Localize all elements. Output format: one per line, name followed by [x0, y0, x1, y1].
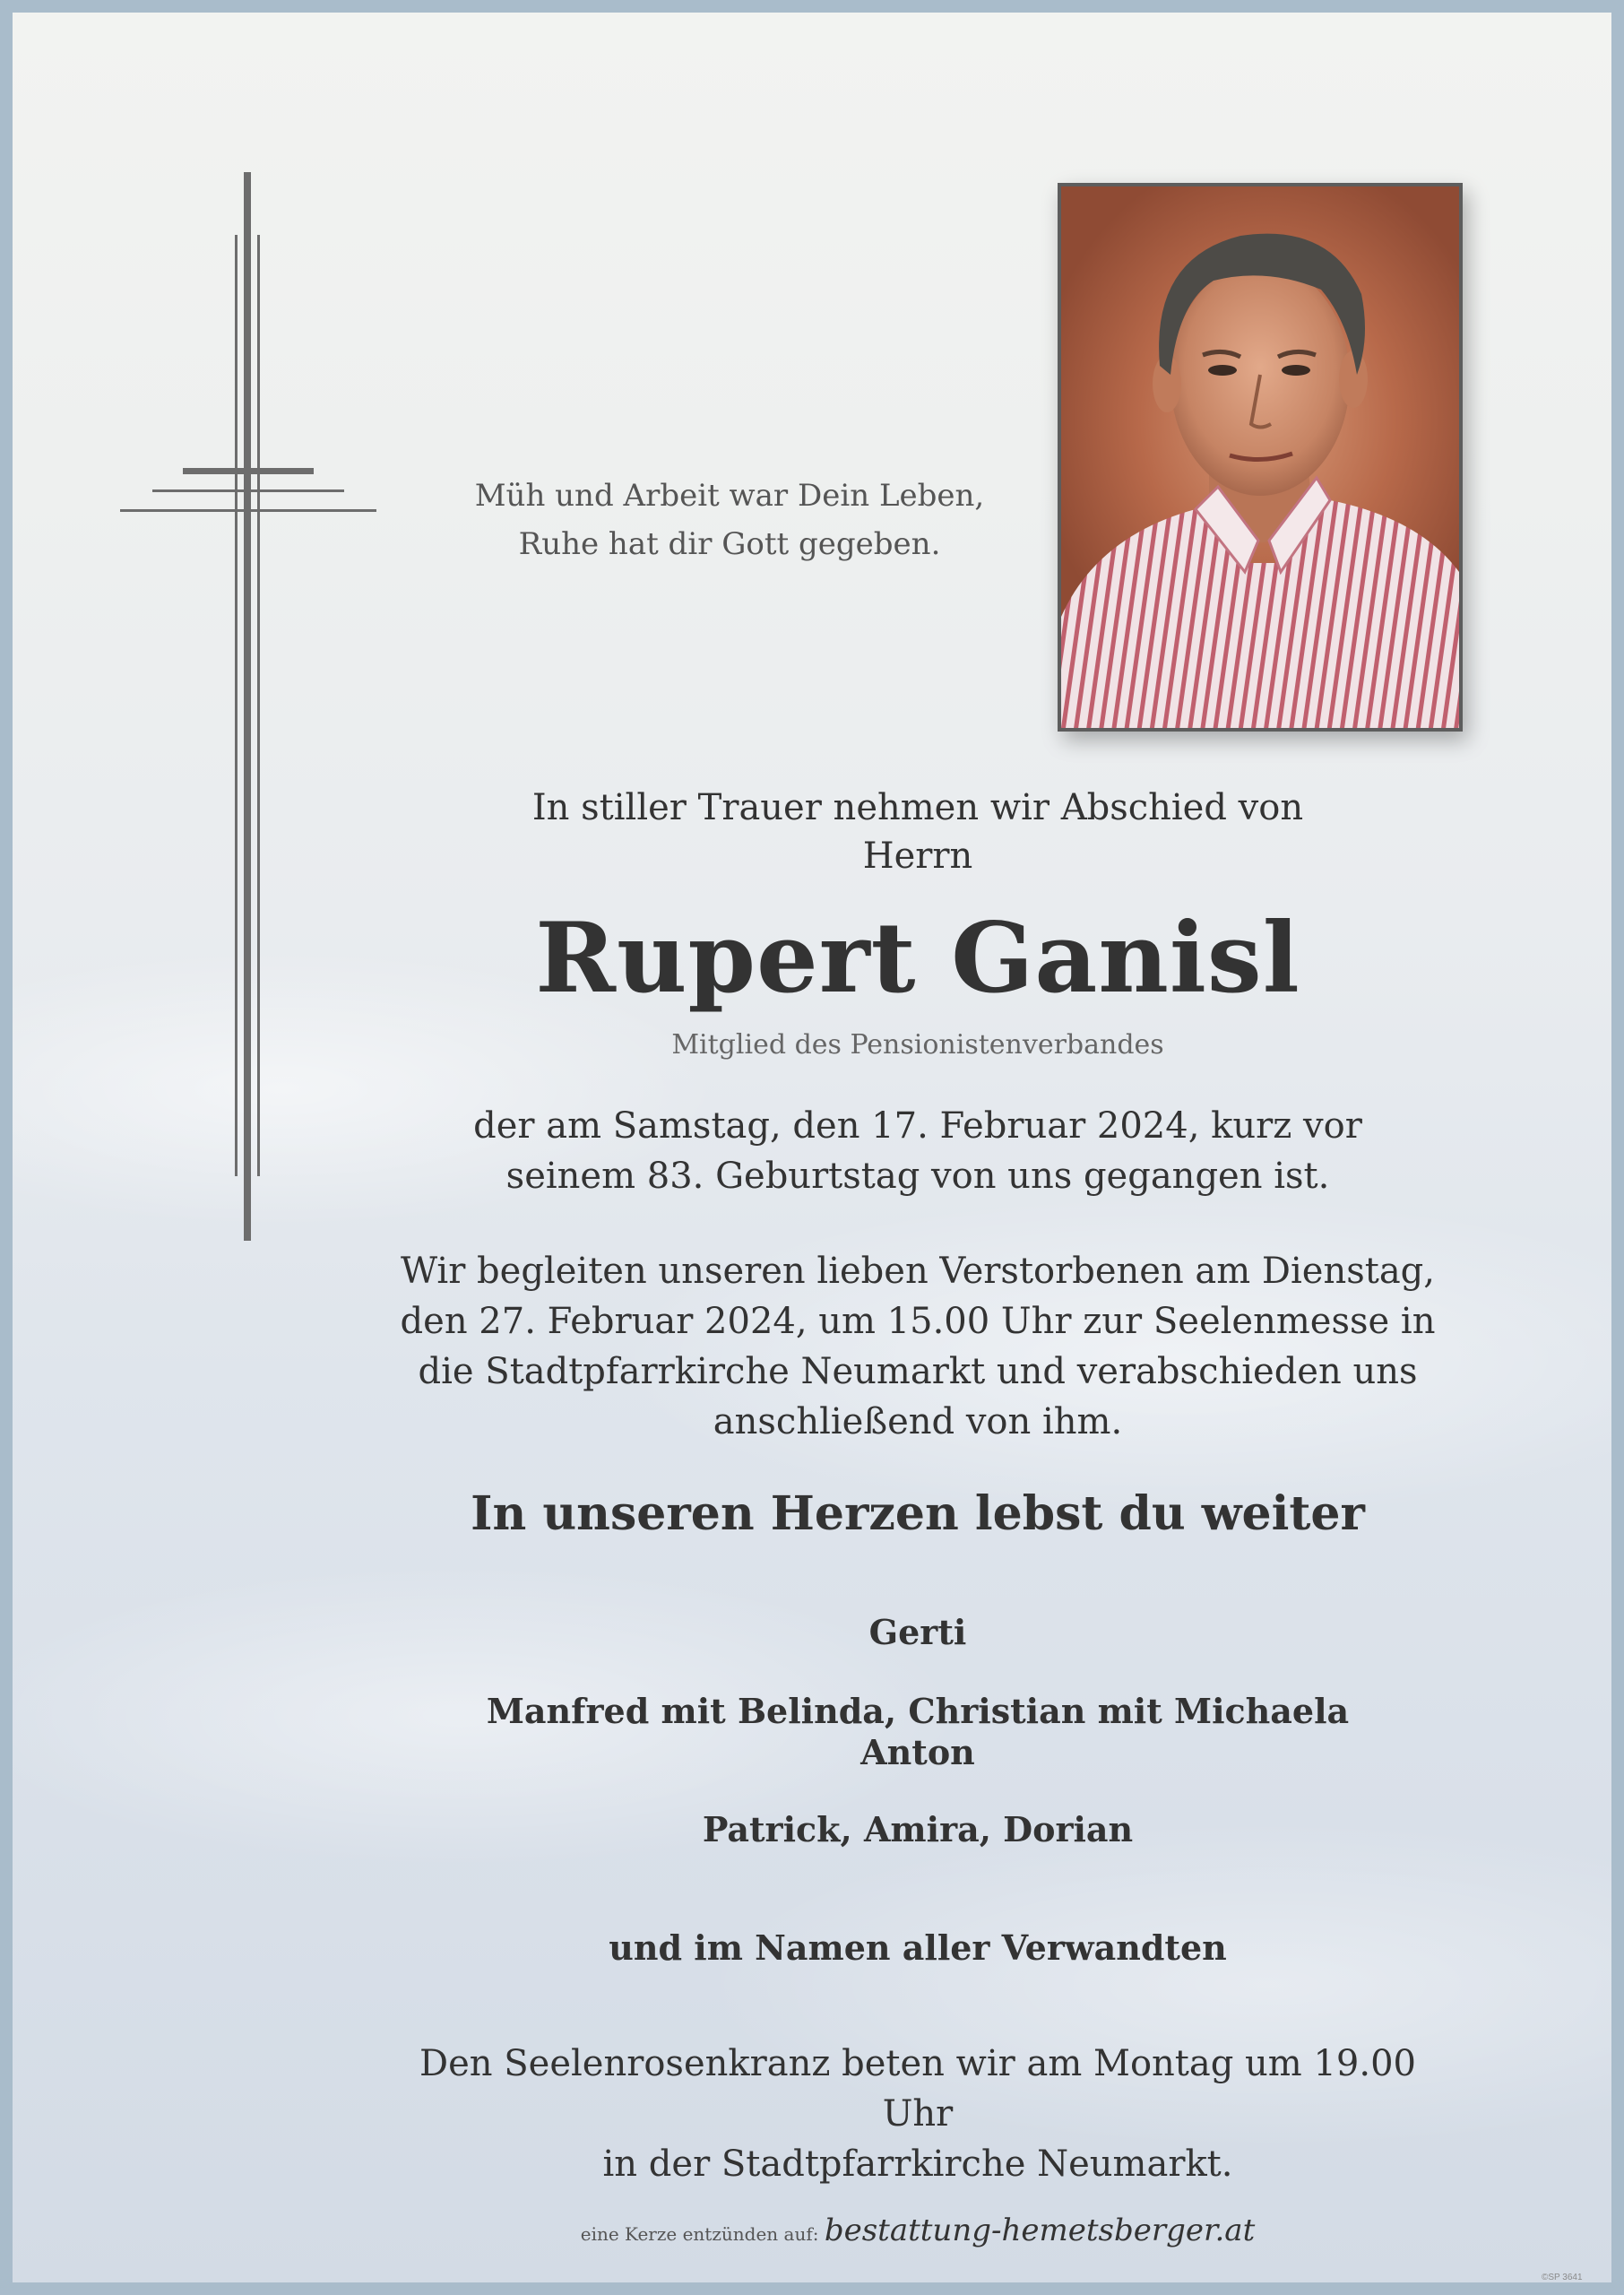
mourner-relatives: und im Namen aller Verwandten — [609, 1927, 1227, 1968]
mourner-line: Anton — [860, 1732, 975, 1772]
death-notice — [425, 1101, 1411, 1201]
rosary-line: Den Seelenrosenkranz beten wir am Montag um 19.00 Uhr — [419, 2043, 1416, 2135]
rosary-line: in der Stadtpfarrkirche Neumarkt. — [602, 2143, 1233, 2185]
funeral-line: Wir begleiten unseren lieben Verstorbenen am Dienstag, — [401, 1251, 1435, 1292]
membership-note: Mitglied des Pensionistenverbandes — [671, 1029, 1164, 1061]
motto-line: Müh und Arbeit war Dein Leben, — [474, 478, 985, 514]
footer-prefix: eine Kerze entzünden auf: — [580, 2223, 819, 2245]
website-link[interactable]: bestattung-hemetsberger.at — [824, 2213, 1256, 2248]
mourner-spouse: Gerti — [868, 1612, 967, 1652]
portrait-image — [1061, 186, 1459, 728]
portrait-photo — [1058, 183, 1463, 732]
death-notice-line: der am Samstag, den 17. Februar 2024, kurz vor — [473, 1105, 1362, 1147]
funeral-details — [389, 1246, 1447, 1447]
intro-text — [479, 784, 1357, 880]
document-code: ©SP 3641 — [1542, 2273, 1583, 2282]
funeral-line: anschließend von ihm. — [713, 1401, 1123, 1442]
candle-footer — [389, 2211, 1447, 2254]
obituary-card — [13, 13, 1611, 2282]
funeral-line: den 27. Februar 2024, um 15.00 Uhr zur Seelenmesse in — [400, 1301, 1436, 1342]
mourner-children — [389, 1691, 1447, 1773]
mourner-grandchildren: Patrick, Amira, Dorian — [702, 1809, 1134, 1849]
motto-line: Ruhe hat dir Gott gegeben. — [518, 526, 941, 562]
intro-line: In stiller Trauer nehmen wir Abschied von — [531, 787, 1304, 828]
death-notice-line: seinem 83. Geburtstag von uns gegangen ist. — [505, 1156, 1330, 1197]
motto — [407, 472, 1052, 568]
rosary-notice — [389, 2039, 1447, 2189]
intro-line: Herrn — [862, 836, 973, 877]
funeral-line: die Stadtpfarrkirche Neumarkt und verabschieden uns — [418, 1351, 1418, 1392]
deceased-name: Rupert Ganisl — [535, 902, 1300, 1015]
mourner-line: Manfred mit Belinda, Christian mit Michaela — [486, 1691, 1350, 1731]
closing-phrase: In unseren Herzen lebst du weiter — [471, 1486, 1365, 1541]
